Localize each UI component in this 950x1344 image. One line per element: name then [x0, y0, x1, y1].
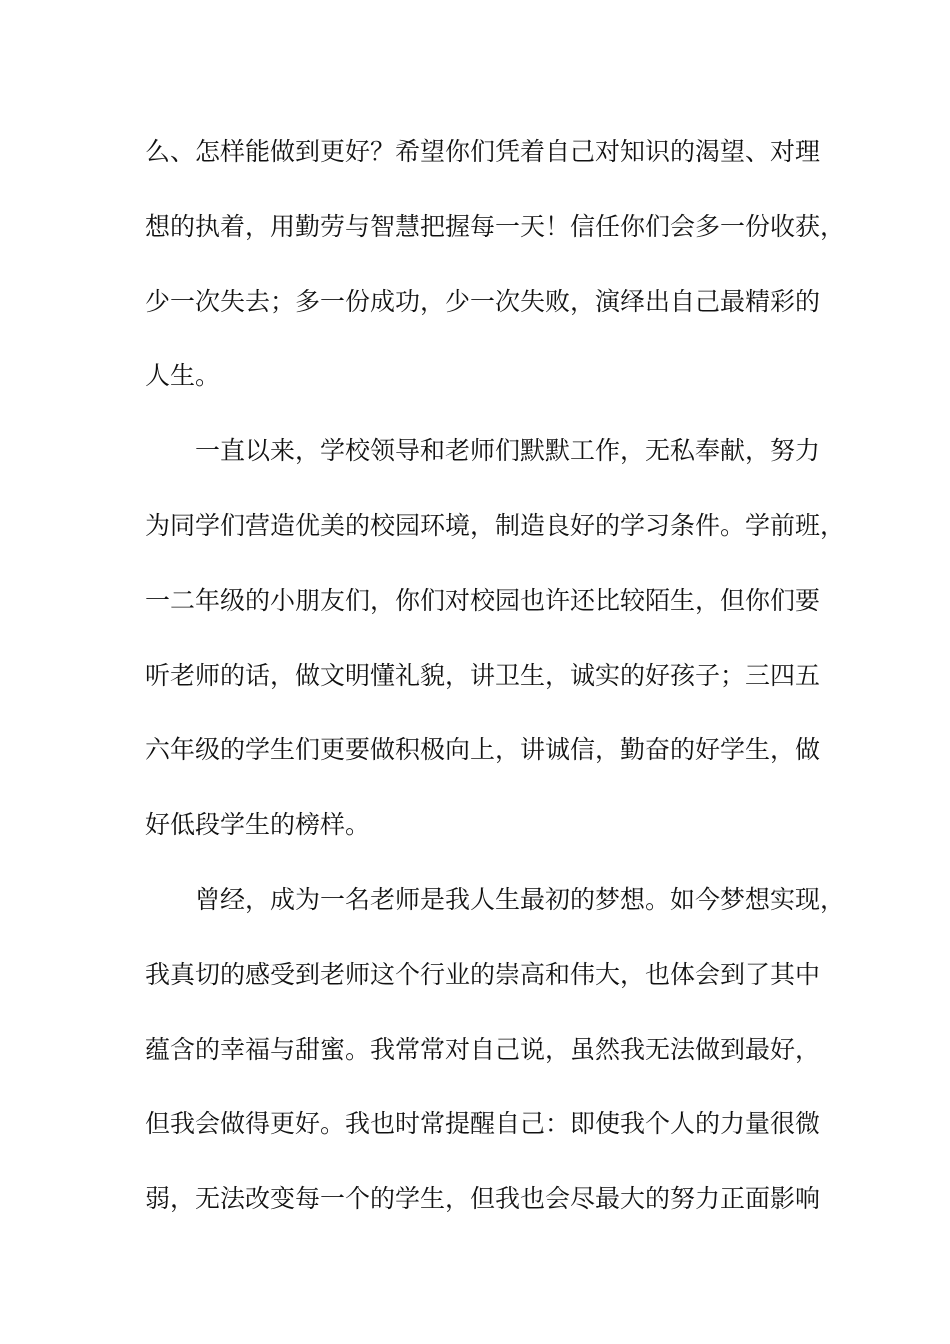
text-line: 我真切的感受到老师这个行业的崇高和伟大，也体会到了其中	[145, 959, 821, 989]
text-line: 但我会做得更好。我也时常提醒自己：即使我个人的力量很微	[145, 1109, 821, 1139]
text-line: 一二年级的小朋友们，你们对校园也许还比较陌生，但你们要	[145, 585, 821, 615]
text-line: 少一次失去；多一份成功，少一次失败，演绎出自己最精彩的	[145, 286, 821, 316]
text-line: 为同学们营造优美的校园环境，制造良好的学习条件。学前班，	[145, 510, 846, 540]
text-line: 六年级的学生们更要做积极向上，讲诚信，勤奋的好学生，做	[145, 735, 821, 765]
text-line: 么、怎样能做到更好？希望你们凭着自己对知识的渴望、对理	[145, 137, 821, 166]
text-line: 听老师的话，做文明懂礼貌，讲卫生，诚实的好孩子；三四五	[145, 660, 821, 690]
text-line: 人生。	[145, 361, 221, 391]
text-line: 弱，无法改变每一个的学生，但我也会尽最大的努力正面影响	[145, 1184, 821, 1214]
body-text	[145, 132, 846, 1254]
text-line: 想的执着，用勤劳与智慧把握每一天！信任你们会多一份收获，	[145, 211, 846, 241]
text-line: 蕴含的幸福与甜蜜。我常常对自己说，虽然我无法做到最好，	[145, 1034, 821, 1064]
paragraph-start-line: 一直以来，学校领导和老师们默默工作，无私奉献，努力	[195, 436, 821, 466]
paragraph-start-line: 曾经，成为一名老师是我人生最初的梦想。如今梦想实现，	[195, 884, 846, 914]
text-line: 好低段学生的榜样。	[145, 810, 371, 840]
